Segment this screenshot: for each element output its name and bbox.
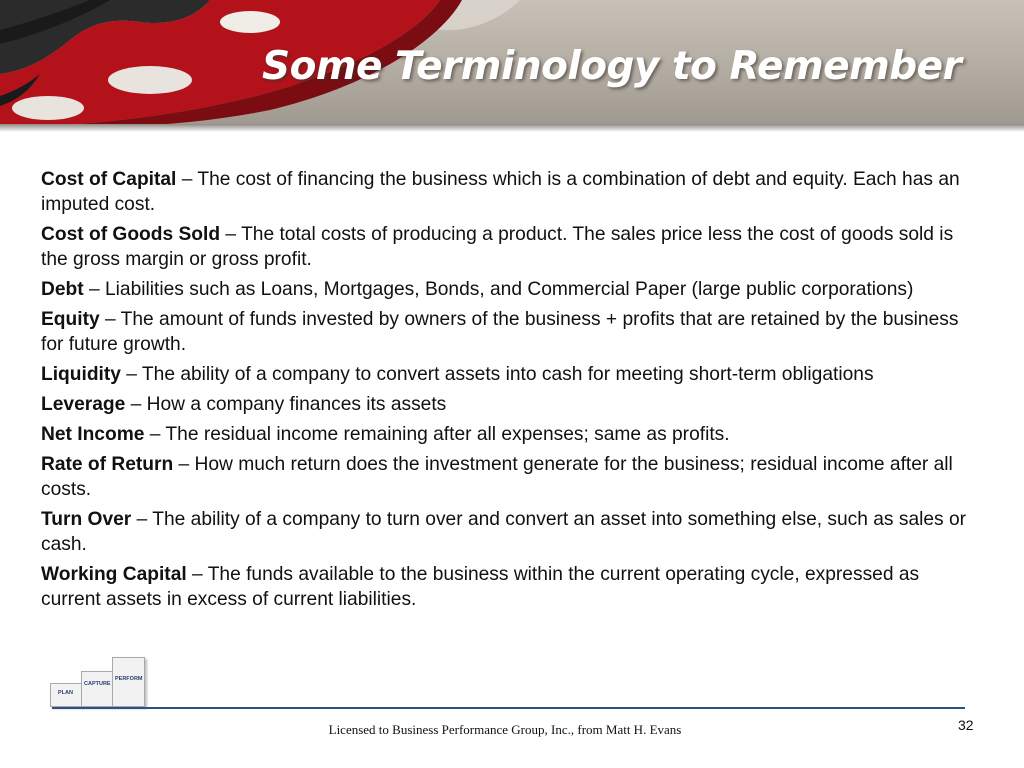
term-definition: – The residual income remaining after all expenses; same as profits. bbox=[144, 424, 730, 445]
term-name: Cost of Goods Sold bbox=[41, 224, 221, 245]
header-shadow bbox=[0, 124, 1024, 132]
term-item bbox=[41, 277, 981, 302]
logo-step-capture bbox=[81, 671, 113, 707]
term-definition: – The total costs of producing a product. The sales price less the cost of goods sold is the gross margin or gross profit. bbox=[41, 224, 954, 270]
logo-step-plan bbox=[50, 683, 82, 707]
term-definition: – The ability of a company to turn over and convert an asset into something else, such as sales or cash. bbox=[41, 509, 967, 555]
term-item bbox=[41, 452, 981, 502]
term-item bbox=[41, 167, 981, 217]
terminology-list bbox=[41, 167, 981, 617]
term-definition: – The amount of funds invested by owners of the business + profits that are retained by the business for future growth. bbox=[41, 309, 959, 355]
page-number: 32 bbox=[958, 717, 974, 733]
footer-license-text: Licensed to Business Performance Group, Inc., from Matt H. Evans bbox=[328, 722, 682, 737]
term-name: Liquidity bbox=[41, 364, 121, 385]
term-name: Leverage bbox=[41, 394, 126, 415]
term-definition: – How a company finances its assets bbox=[125, 394, 447, 415]
logo-step-label: PLAN bbox=[58, 690, 73, 696]
logo-step-label: CAPTURE bbox=[84, 681, 111, 687]
footer-divider bbox=[52, 707, 965, 709]
term-item bbox=[41, 562, 981, 612]
term-item bbox=[41, 392, 981, 417]
term-name: Debt bbox=[41, 279, 84, 300]
term-name: Turn Over bbox=[41, 509, 132, 530]
term-item bbox=[41, 362, 981, 387]
term-definition: – The funds available to the business within the current operating cycle, expressed as current assets in excess of current liabilities. bbox=[41, 564, 920, 610]
logo-step-perform bbox=[112, 657, 145, 707]
logo-step-label: PERFORM bbox=[115, 676, 143, 682]
term-definition: – The ability of a company to convert assets into cash for meeting short-term obligations bbox=[120, 364, 874, 385]
term-name: Working Capital bbox=[41, 564, 187, 585]
term-definition: – Liabilities such as Loans, Mortgages, Bonds, and Commercial Paper (large public corporations) bbox=[83, 279, 914, 300]
slide-title: Some Terminology to Remember bbox=[262, 44, 962, 89]
term-definition: – How much return does the investment generate for the business; residual income after all costs. bbox=[41, 454, 953, 500]
term-name: Net Income bbox=[41, 424, 145, 445]
term-definition: – The cost of financing the business which is a combination of debt and equity. Each has an imputed cost. bbox=[41, 169, 960, 215]
term-name: Cost of Capital bbox=[41, 169, 177, 190]
term-name: Rate of Return bbox=[41, 454, 174, 475]
term-item bbox=[41, 507, 981, 557]
term-item bbox=[41, 307, 981, 357]
header-banner bbox=[0, 0, 1024, 128]
term-item bbox=[41, 422, 981, 447]
plan-capture-perform-logo bbox=[50, 655, 150, 707]
term-name: Equity bbox=[41, 309, 100, 330]
term-item bbox=[41, 222, 981, 272]
